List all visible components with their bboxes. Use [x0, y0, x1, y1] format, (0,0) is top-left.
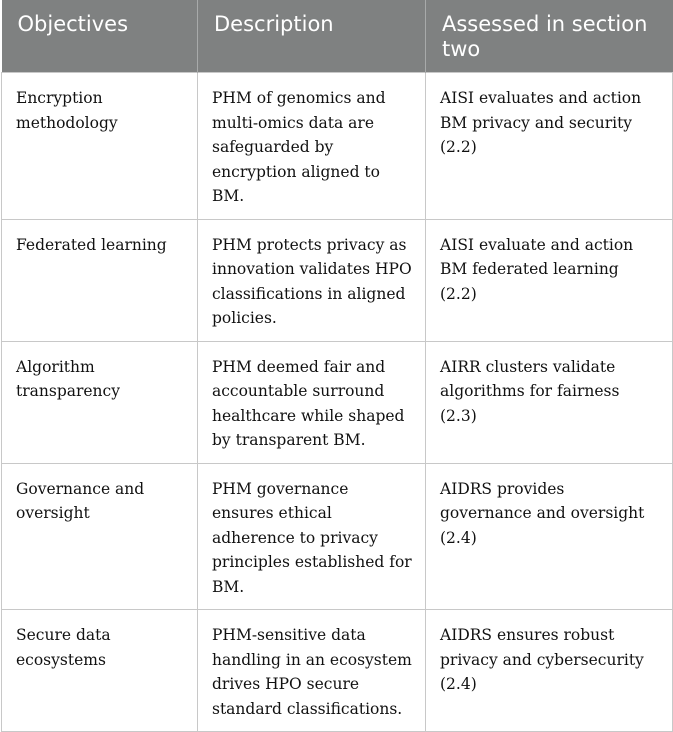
cell-assessed: AIDRS ensures robust privacy and cybersecurity (2.4) — [426, 610, 673, 732]
cell-assessed: AISI evaluate and action BM federated learning (2.2) — [426, 219, 673, 341]
objectives-table — [1, 0, 673, 732]
cell-description: PHM protects privacy as innovation validates HPO classifications in aligned policies. — [198, 219, 426, 341]
cell-assessed: AISI evaluates and action BM privacy and security (2.2) — [426, 73, 673, 220]
cell-description: PHM-sensitive data handling in an ecosystem drives HPO secure standard classifications. — [198, 610, 426, 732]
cell-objective: Governance and oversight — [2, 463, 198, 610]
table-row — [2, 463, 673, 610]
cell-assessed: AIDRS provides governance and oversight (2.4) — [426, 463, 673, 610]
cell-description: PHM deemed fair and accountable surround healthcare while shaped by transparent BM. — [198, 341, 426, 463]
header-description: Description — [198, 0, 426, 73]
table-row — [2, 341, 673, 463]
cell-objective: Encryption methodology — [2, 73, 198, 220]
cell-description: PHM governance ensures ethical adherence to privacy principles established for BM. — [198, 463, 426, 610]
cell-objective: Federated learning — [2, 219, 198, 341]
table-row — [2, 73, 673, 220]
cell-assessed: AIRR clusters validate algorithms for fairness (2.3) — [426, 341, 673, 463]
table-row — [2, 219, 673, 341]
header-objectives: Objectives — [2, 0, 198, 73]
table-header-row — [2, 0, 673, 73]
header-assessed: Assessed in section two — [426, 0, 673, 73]
cell-objective: Secure data ecosystems — [2, 610, 198, 732]
cell-objective: Algorithm transparency — [2, 341, 198, 463]
table-row — [2, 610, 673, 732]
cell-description: PHM of genomics and multi-omics data are safeguarded by encryption aligned to BM. — [198, 73, 426, 220]
